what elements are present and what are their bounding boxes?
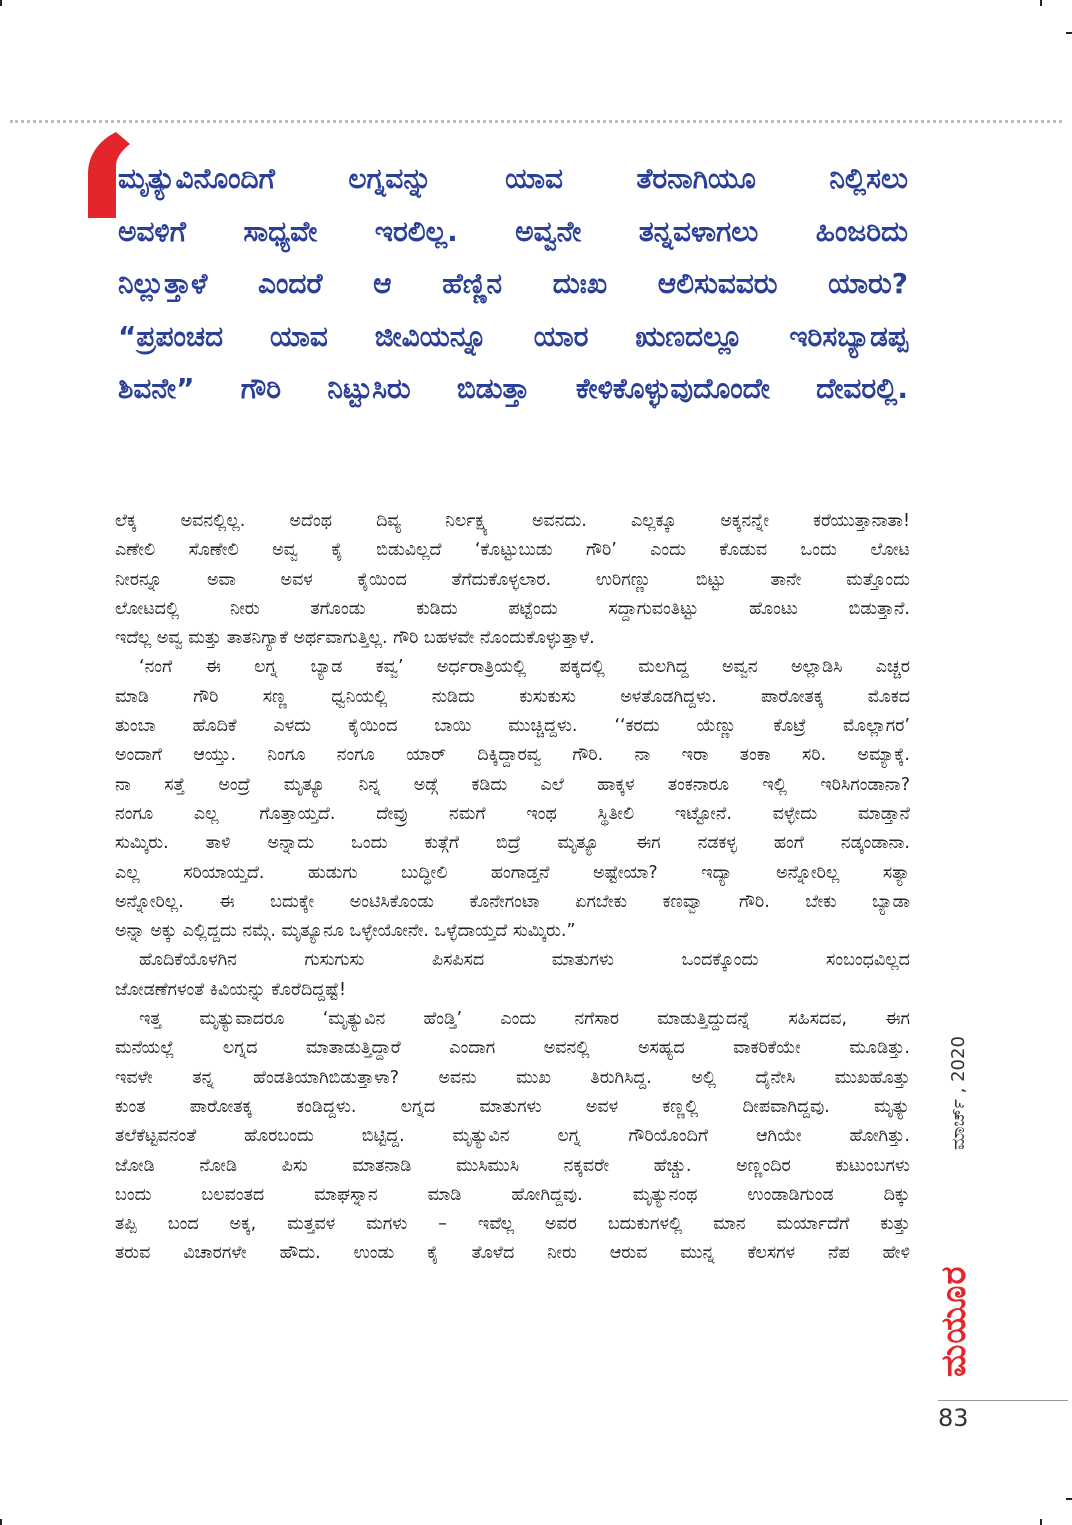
- pull-quote-line: ಅವಳಿಗೆ ಸಾಧ್ಯವೇ ಇರಲಿಲ್ಲ. ಅವ್ವನೇ ತನ್ನವಳಾಗಲು ಹಿಂಜರಿದು: [118, 214, 908, 248]
- body-line: ಹೊದಿಕೆಯೊಳಗಿನ ಗುಸುಗುಸು ಪಿಸಪಿಸದ ಮಾತುಗಳು ಒಂದಕ್ಕೊಂದು ಸಂಬಂಧವಿಲ್ಲದ: [139, 950, 910, 971]
- dotted-divider: [10, 120, 1062, 123]
- body-line: ಅನ್ನಾ ಅಕ್ಕು ಎಲ್ಲಿದ್ದದು ನಮ್ಗೆ. ಮೃತ್ಯೂನೂ ಒಳ್ಳೇಯೋನೇ. ಒಳ್ಳೆದಾಯ್ತದೆ ಸುಮ್ಕಿರು.”: [115, 921, 576, 942]
- body-line: ತುಂಬಾ ಹೊದಿಕೆ ಎಳದು ಕೈಯಿಂದ ಬಾಯಿ ಮುಚ್ಚಿದ್ದಳು. ‘‘ಕರದು ಯೆಣ್ಣು ಕೊಟ್ರೆ ಮೊಲ್ಲಾಗರ’: [115, 716, 910, 737]
- article-body: [115, 507, 910, 1269]
- body-line: ಇವಳೇ ತನ್ನ ಹೆಂಡತಿಯಾಗಿಬಿಡುತ್ತಾಳಾ? ಅವನು ಮುಖ ತಿರುಗಿಸಿದ್ದ. ಅಲ್ಲಿ ದೈನೇಸಿ ಮುಖಹೊತ್ತು: [115, 1067, 910, 1088]
- body-line: ಇತ್ತ ಮೃತ್ಯುವಾದರೂ ‘ಮೃತ್ಯುವಿನ ಹೆಂಡ್ತಿ’ ಎಂದು ನಗೆಸಾರ ಮಾಡುತ್ತಿದ್ದುದನ್ನೆ ಸಹಿಸದವ, ಈಗ: [139, 1009, 910, 1030]
- magazine-logo: ಮಯೂರ: [934, 1265, 974, 1377]
- body-line: ಕುಂತ ಪಾರೋತಕ್ಕ ಕಂಡಿದ್ದಳು. ಲಗ್ನದ ಮಾತುಗಳು ಅವಳ ಕಣ್ಣಲ್ಲಿ ದೀಪವಾಗಿದ್ದವು. ಮೃತ್ಯು: [115, 1096, 910, 1117]
- body-line: ಸುಮ್ಕಿರು. ತಾಳಿ ಅನ್ನಾದು ಒಂದು ಕುತ್ಗೆಗೆ ಬಿದ್ರೆ ಮೃತ್ಯೂ ಈಗ ನಡಕಳ್ಳ ಹಂಗೆ ನಡ್ಕಂಡಾನಾ.: [115, 833, 910, 854]
- body-line: ‘ನಂಗೆ ಈ ಲಗ್ನ ಬ್ಯಾಡ ಕವ್ವ’ ಅರ್ಧರಾತ್ರಿಯಲ್ಲಿ ಪಕ್ಕದಲ್ಲಿ ಮಲಗಿದ್ದ ಅವ್ವನ ಅಲ್ಲಾಡಿಸಿ ಎಚ್ಚರ: [139, 657, 910, 678]
- body-line: ಲೋಟದಲ್ಲಿ ನೀರು ತಗೊಂಡು ಕುಡಿದು ಪಟ್ಟೆಂದು ಸದ್ದಾಗುವಂತಿಟ್ಟು ಹೊಂಟು ಬಿಡುತ್ತಾನೆ.: [115, 598, 910, 619]
- pull-quote-line: ಶಿವನೇ” ಗೌರಿ ನಿಟ್ಟುಸಿರು ಬಿಡುತ್ತಾ ಕೇಳಿಕೊಳ್ಳುವುದೊಂದೇ ದೇವರಲ್ಲಿ.: [118, 372, 908, 405]
- crop-mark-top-right: [1040, 0, 1042, 6]
- body-line: ಜೋಡಿ ನೋಡಿ ಪಿಸು ಮಾತನಾಡಿ ಮುಸಿಮುಸಿ ನಕ್ಕವರೇ ಹೆಚ್ಚು. ಅಣ್ಣಂದಿರ ಕುಟುಂಬಗಳು: [115, 1155, 910, 1176]
- body-line: ಅಂದಾಗೆ ಆಯ್ತು. ನಿಂಗೂ ನಂಗೂ ಯಾರ್ ದಿಕ್ಕಿದ್ದಾರವ್ವ ಗೌರಿ. ನಾ ಇರಾ ತಂಕಾ ಸರಿ. ಅಮ್ಯಾಕ್ಕೆ.: [115, 745, 910, 766]
- body-line: ಬಂದು ಬಲವಂತದ ಮಾಘಸ್ನಾನ ಮಾಡಿ ಹೋಗಿದ್ದವು. ಮೃತ್ಯುನಂಥ ಉಂಡಾಡಿಗುಂಡ ದಿಕ್ಕು: [115, 1184, 910, 1205]
- crop-mark-bottom-left: [0, 1519, 2, 1525]
- pull-quote-line: “ಪ್ರಪಂಚದ ಯಾವ ಜೀವಿಯನ್ನೂ ಯಾರ ಋಣದಲ್ಲೂ ಇರಿಸಬ್ಯಾಡಪ್ಪ: [118, 319, 908, 353]
- body-line: ಮನೆಯಲ್ಲೆ ಲಗ್ನದ ಮಾತಾಡುತ್ತಿದ್ದಾರೆ ಎಂದಾಗ ಅವನಲ್ಲಿ ಅಸಹ್ಯದ ವಾಕರಿಕೆಯೇ ಮೂಡಿತ್ತು.: [115, 1038, 910, 1059]
- crop-mark-bottom-right: [1040, 1519, 1042, 1525]
- body-line: ತರುವ ವಿಚಾರಗಳೇ ಹೌದು. ಉಂಡು ಕೈ ತೊಳೆದ ನೀರು ಆರುವ ಮುನ್ನ ಕೆಲಸಗಳ ನೆಪ ಹೇಳಿ: [115, 1243, 910, 1264]
- body-line: ಎಣೇಲಿ ಸೊಣೇಲಿ ಅವ್ವ ಕೈ ಬಿಡುವಿಲ್ಲದೆ ‘ಕೊಟ್ಟುಬುಡು ಗೌರಿ’ ಎಂದು ಕೊಡುವ ಒಂದು ಲೋಟ: [115, 540, 910, 561]
- crop-mark-right-upper: [1066, 32, 1072, 34]
- crop-mark-top-left: [0, 0, 2, 6]
- body-line: ತಪ್ಪಿ ಬಂದ ಅಕ್ಕ, ಮತ್ತವಳ ಮಗಳು – ಇವೆಲ್ಲ ಅವರ ಬದುಕುಗಳಲ್ಲಿ ಮಾನ ಮರ್ಯಾದೆಗೆ ಕುತ್ತು: [115, 1214, 910, 1235]
- body-line: ನಂಗೂ ಎಲ್ಲ ಗೊತ್ತಾಯ್ತದೆ. ದೇವ್ರು ನಮಗೆ ಇಂಥ ಸ್ಥಿತೀಲಿ ಇಟ್ಟೋನೆ. ವಳ್ಳೇದು ಮಾಡ್ತಾನೆ: [115, 803, 910, 824]
- crop-mark-right-lower: [1066, 1498, 1072, 1500]
- body-line: ತಲೆಕೆಟ್ಟವನಂತೆ ಹೊರಬಂದು ಬಿಟ್ಟಿದ್ದ. ಮೃತ್ಯುವಿನ ಲಗ್ನ ಗೌರಿಯೊಂದಿಗೆ ಆಗಿಯೇ ಹೋಗಿತ್ತು.: [115, 1126, 910, 1147]
- page-number-rule: [938, 1400, 1068, 1401]
- body-line: ನೀರನ್ನೂ ಅವಾ ಅವಳ ಕೈಯಿಂದ ತೆಗೆದುಕೊಳ್ಳಲಾರ. ಉರಿಗಣ್ಣು ಬಿಟ್ಟು ತಾನೇ ಮತ್ತೊಂದು: [115, 569, 910, 590]
- body-line: ಲೆಕ್ಕ ಅವನಲ್ಲಿಲ್ಲ. ಅದೆಂಥ ದಿವ್ಯ ನಿರ್ಲಕ್ಷ್ಯ ಅವನದು. ಎಲ್ಲಕ್ಕೂ ಅಕ್ಕನನ್ನೇ ಕರೆಯುತ್ತಾನಾತಾ!: [115, 511, 910, 531]
- body-line: ಜೋಡಣೆಗಳಂತೆ ಕಿವಿಯನ್ನು ಕೊರೆದಿದ್ದಷ್ಟೆ!: [115, 979, 347, 1000]
- pull-quote-line: ನಿಲ್ಲುತ್ತಾಳೆ ಎಂದರೆ ಆ ಹೆಣ್ಣಿನ ದುಃಖ ಆಲಿಸುವವರು ಯಾರು?: [118, 267, 908, 300]
- issue-date: ಮಾರ್ಚ್ , 2020: [948, 1036, 969, 1150]
- body-line: ಎಲ್ಲ ಸರಿಯಾಯ್ತದೆ. ಹುಡುಗು ಬುದ್ಧೀಲಿ ಹಂಗಾಡ್ತನೆ ಅಷ್ಟೇಯಾ? ಇದ್ಯಾ ಅನ್ನೋರಿಲ್ಲ ಸತ್ಯಾ: [115, 862, 910, 883]
- pull-quote-line: ಮೃತ್ಯುವಿನೊಂದಿಗೆ ಲಗ್ನವನ್ನು ಯಾವ ತೆರನಾಗಿಯೂ ನಿಲ್ಲಿಸಲು: [118, 162, 908, 195]
- body-line: ಮಾಡಿ ಗೌರಿ ಸಣ್ಣ ಧ್ವನಿಯಲ್ಲಿ ನುಡಿದು ಕುಸುಕುಸು ಅಳತೊಡಗಿದ್ದಳು. ಪಾರೋತಕ್ಕ ಮೊಕದ: [115, 686, 910, 707]
- page-number: 83: [938, 1404, 969, 1432]
- body-line: ಇದೆಲ್ಲ ಅವ್ವ ಮತ್ತು ತಾತನಿಗ್ಯಾಕೆ ಅರ್ಥವಾಗುತ್ತಿಲ್ಲ. ಗೌರಿ ಬಹಳವೇ ನೊಂದುಕೊಳ್ಳುತ್ತಾಳೆ.: [115, 628, 595, 649]
- pull-quote: [118, 153, 908, 416]
- body-line: ಅನ್ನೋರಿಲ್ಲ. ಈ ಬದುಕ್ಕೇ ಅಂಟಿಸಿಕೊಂಡು ಕೊನೇಗಂಟಾ ಏಗಬೇಕು ಕಣವ್ವಾ ಗೌರಿ. ಬೇಕು ಬ್ಯಾಡಾ: [115, 891, 910, 912]
- body-line: ನಾ ಸತ್ತೆ ಅಂದ್ರೆ ಮೃತ್ಯೂ ನಿನ್ನ ಅಡ್ಗೆ ಕಡಿದು ಎಲೆ ಹಾಕ್ಕಳ ತಂಕನಾರೂ ಇಲ್ಲಿ ಇರಿಸಿಗಂಡಾನಾ?: [115, 774, 910, 795]
